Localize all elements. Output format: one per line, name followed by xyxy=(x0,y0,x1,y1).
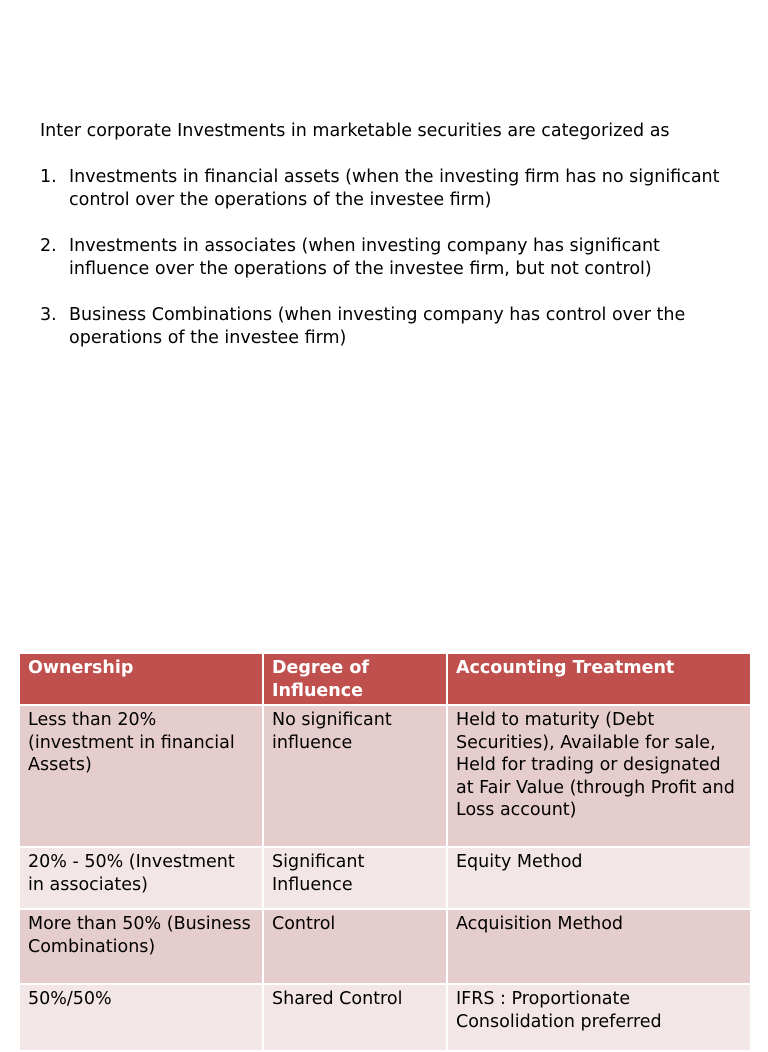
intro-heading: Inter corporate Investments in marketable securities are categorized as xyxy=(40,121,670,141)
treatment-cell: Acquisition Method xyxy=(447,909,751,984)
intro-text-block xyxy=(40,120,730,373)
table-row xyxy=(19,847,751,909)
ownership-cell: 50%/50% xyxy=(19,984,263,1051)
header-ownership: Ownership xyxy=(19,653,263,705)
list-item-text: Investments in associates (when investing company has significant influence over the operations of the investee firm, but not control) xyxy=(69,236,660,279)
treatment-cell: Equity Method xyxy=(447,847,751,909)
list-item-text: Investments in financial assets (when the investing firm has no significant control over the operations of the investee firm) xyxy=(69,167,720,210)
influence-cell: Shared Control xyxy=(263,984,447,1051)
table-row xyxy=(19,909,751,984)
influence-cell: Significant Influence xyxy=(263,847,447,909)
table-row xyxy=(19,705,751,847)
list-item xyxy=(40,166,730,212)
ownership-cell: More than 50% (Business Combinations) xyxy=(19,909,263,984)
ownership-cell: 20% - 50% (Investment in associates) xyxy=(19,847,263,909)
table-header-row xyxy=(19,653,751,705)
list-item xyxy=(40,304,730,350)
treatment-cell: Held to maturity (Debt Securities), Available for sale, Held for trading or designated at Fair Value (through Profit and Loss account) xyxy=(447,705,751,847)
list-item xyxy=(40,235,730,281)
investment-classification-table xyxy=(18,652,752,1052)
table-row xyxy=(19,984,751,1051)
list-item-text: Business Combinations (when investing company has control over the operations of the investee firm) xyxy=(69,305,686,348)
list-item-number: 2. xyxy=(40,236,57,256)
influence-cell: No significant influence xyxy=(263,705,447,847)
treatment-cell: IFRS : Proportionate Consolidation preferred xyxy=(447,984,751,1051)
list-item-number: 1. xyxy=(40,167,57,187)
list-item-number: 3. xyxy=(40,305,57,325)
header-accounting-treatment: Accounting Treatment xyxy=(447,653,751,705)
header-degree-of-influence: Degree of Influence xyxy=(263,653,447,705)
ownership-cell: Less than 20% (investment in financial Assets) xyxy=(19,705,263,847)
influence-cell: Control xyxy=(263,909,447,984)
category-list xyxy=(40,166,730,350)
